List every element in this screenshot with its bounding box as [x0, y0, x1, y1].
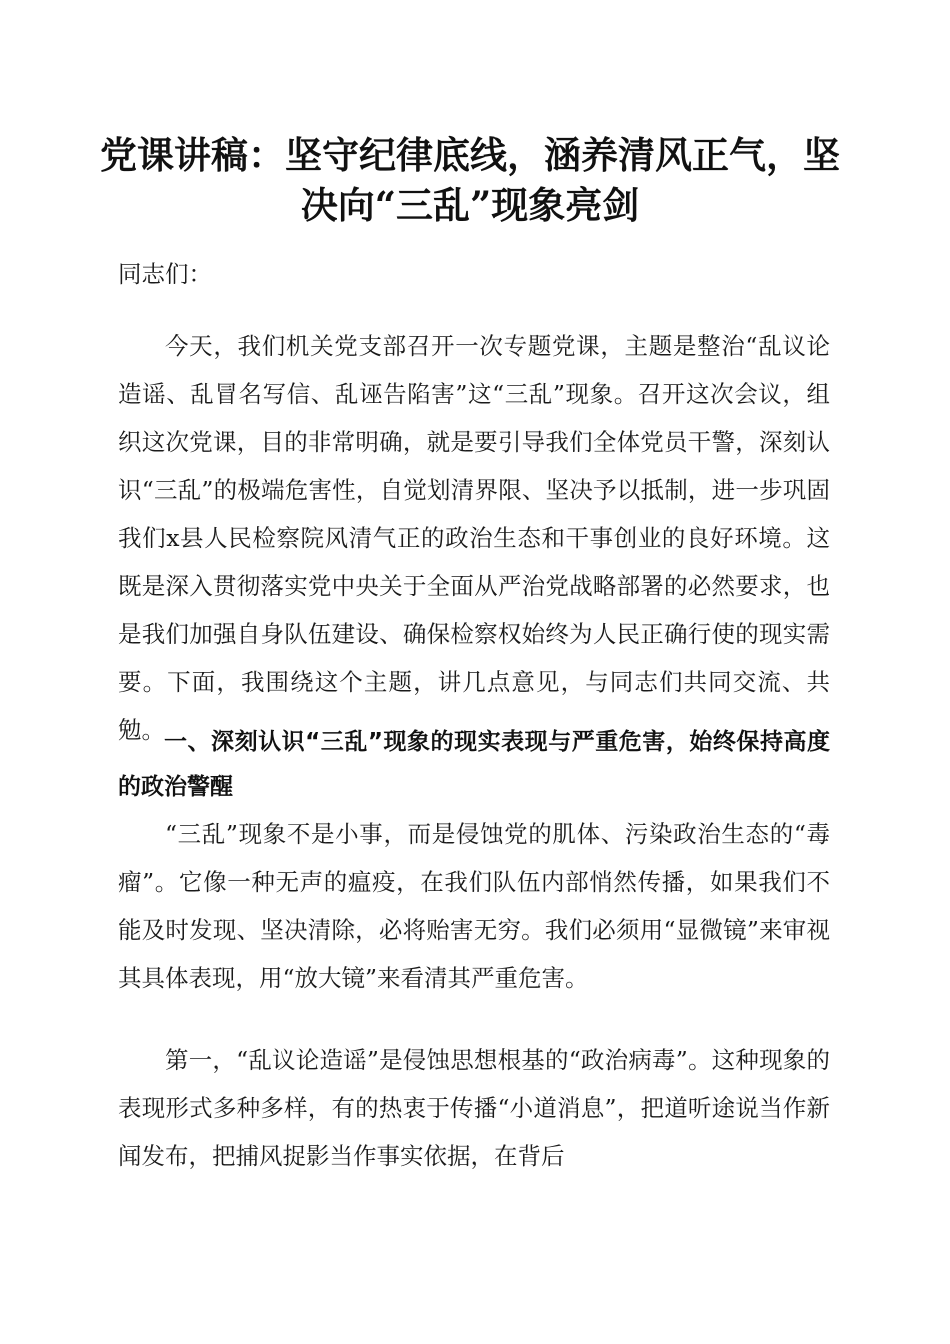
salutation: 同志们： — [118, 260, 212, 288]
section-heading-1: 一、深刻认识“三乱”现象的现实表现与严重危害，始终保持高度的政治警醒 — [118, 729, 830, 800]
paragraph-section-1: “三乱”现象不是小事，而是侵蚀党的肌体、污染政治生态的“毒瘤”。它像一种无声的瘟疫，在我们队伍内部悄然传播，如果我们不能及时发现、坚决清除，必将贻害无穷。我们必须用“显微镜”来审视其具体表现，用“放大镜”来看清其严重危害。 — [118, 820, 830, 992]
document-title: 党课讲稿：坚守纪律底线，涵养清风正气，坚决向“三乱”现象亮剑 — [100, 133, 840, 227]
paragraph-intro: 今天，我们机关党支部召开一次专题党课，主题是整治“乱议论造谣、乱冒名写信、乱诬告陷害”这“三乱”现象。召开这次会议，组织这次党课，目的非常明确，就是要引导我们全体党员干警，深刻认识“三乱”的极端危害性，自觉划清界限、坚决予以抵制，进一步巩固我们x县人民检察院风清气正的政治生态和干事创业的良好环境。这既是深入贯彻落实党中央关于全面从严治党战略部署的必然要求，也是我们加强自身队伍建设、确保检察权始终为人民正确行使的现实需要。下面，我围绕这个主题，讲几点意见，与同志们共同交流、共勉。 — [118, 332, 830, 744]
paragraph-first-point: 第一，“乱议论造谣”是侵蚀思想根基的“政治病毒”。这种现象的表现形式多种多样，有的热衷于传播“小道消息”，把道听途说当作新闻发布，把捕风捉影当作事实依据，在背后 — [118, 1046, 830, 1170]
